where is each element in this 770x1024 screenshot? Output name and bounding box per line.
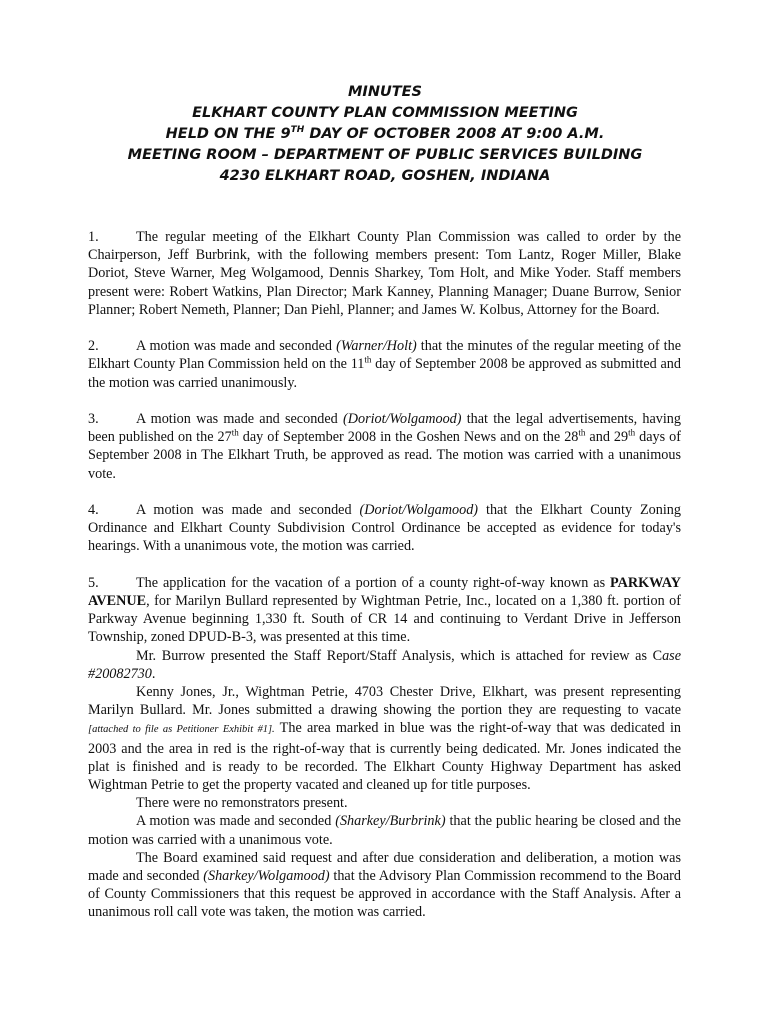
close-hearing-motion [88, 812, 681, 848]
item-4 [88, 501, 681, 556]
item-number: 1. [88, 229, 99, 245]
item-text: A motion was made and seconded [136, 813, 336, 830]
item-text: Mr. Burrow presented the Staff Report/Staff Analysis, which is attached for review as C [136, 647, 663, 664]
ordinal-sup: th [628, 427, 636, 438]
petitioner-statement [88, 683, 681, 794]
header-meeting-name: ELKHART COUNTY PLAN COMMISSION MEETING [192, 105, 578, 121]
header-address: 4230 ELKHART ROAD, GOSHEN, INDIANA [219, 168, 551, 184]
staff-report-sentence [88, 647, 681, 683]
exhibit-note: [attached to file as Petitioner Exhibit #1]. [88, 724, 275, 736]
item-5 [88, 574, 681, 922]
item-2 [88, 337, 681, 392]
item-3 [88, 410, 681, 483]
header-date-part: HELD ON THE 9 [165, 126, 291, 142]
item-text: A motion was made and seconded [136, 502, 360, 518]
item-text: The area marked in blue was the right-of-way that was dedicated in 2003 and the area in red is the right-of-way that is currently being dedicated. Mr. Jones indicated the plat is finished and is ready to be recorded. The Elkhart County Highway Department has asked Wightman Petrie to get the property vacated and cleaned up for title purposes. [88, 720, 681, 794]
board-decision [88, 849, 681, 922]
item-number: 4. [88, 502, 99, 518]
header-date-part: DAY OF OCTOBER 2008 AT 9:00 A.M. [304, 126, 605, 142]
item-text: The application for the vacation of a portion of a county right-of-way known as [136, 574, 611, 591]
item-5-intro [88, 575, 681, 646]
header-title: MINUTES [348, 84, 422, 100]
item-text: day of September 2008 in the Goshen News and on the 28 [238, 429, 579, 446]
minutes-body [88, 228, 681, 922]
item-number: 3. [88, 411, 99, 427]
item-text: A motion was made and seconded [136, 411, 343, 427]
item-text: that the Elkhart County Zoning Ordinance and Elkhart County Subdivision Control Ordinance be accepted as evidence for today's hearings. With a unanimous vote, the motion was carried. [88, 502, 681, 555]
remonstrators-note: There were no remonstrators present. [136, 795, 348, 812]
item-text: that the legal advertisements, having been published on the 27 [88, 411, 681, 446]
item-1 [88, 228, 681, 319]
item-text: The Board examined said request and after due consideration and deliberation, a motion was made and seconded [88, 849, 681, 885]
item-number: 2. [88, 338, 99, 355]
item-text: , for Marilyn Bullard represented by Wightman Petrie, Inc., located on a 1,380 ft. portion of Parkway Avenue beginning 1,330 ft. South of CR 14 and continuing to Verdant Drive in Jefferson Township, zoned DPUD-B-3, was presented at this time. [88, 593, 681, 646]
header-location: MEETING ROOM – DEPARTMENT OF PUBLIC SERVICES BUILDING [127, 147, 643, 163]
item-number: 5. [88, 574, 99, 591]
header-date-sup: TH [290, 125, 305, 136]
case-number: ase #20082730 [88, 647, 681, 682]
item-text: that the minutes of the regular meeting of the Elkhart County Plan Commission held on the 11 [88, 338, 681, 373]
minutes-header [0, 82, 770, 187]
motion-names: (Warner/Holt) [336, 338, 417, 355]
item-text: The regular meeting of the Elkhart County Plan Commission was called to order by the Chairperson, Jeff Burbrink, with the following members present: Tom Lantz, Roger Miller, Blake Doriot, Steve Warner, Meg Wolgamood, Dennis Sharkey, Tom Holt, and Mike Yoder. Staff members present were: Robert Watkins, Plan Director; Mark Kanney, Planning Manager; Duane Burrow, Senior Planner; Robert Nemeth, Planner; Dan Piehl, Planner; and James W. Kolbus, Attorney for the Board. [88, 229, 681, 318]
item-text: that the public hearing be closed and the motion was carried with a unanimous vote. [88, 813, 681, 848]
item-text: Kenny Jones, Jr., Wightman Petrie, 4703 Chester Drive, Elkhart, was present representing Marilyn Bullard. Mr. Jones submitted a drawing showing the portion they are requesting to vacate [88, 684, 681, 719]
motion-names: (Doriot/Wolgamood) [343, 411, 462, 427]
item-text: that the Advisory Plan Commission recommend to the Board of County Commissioners that this request be approved in accordance with the Staff Analysis. After a unanimous roll call vote was taken, the motion was carried. [88, 868, 682, 921]
motion-names: (Sharkey/Burbrink) [335, 813, 446, 830]
item-text: . [151, 665, 156, 682]
item-text: and 29 [585, 429, 629, 446]
item-text: A motion was made and seconded [136, 338, 337, 355]
street-name: PARKWAY AVENUE [88, 574, 681, 609]
ordinal-sup: th [364, 354, 372, 365]
item-text: days of September 2008 in The Elkhart Truth, be approved as read. The motion was carried with a unanimous vote. [88, 429, 681, 482]
ordinal-sup: th [231, 427, 239, 438]
header-date-line [0, 124, 770, 145]
motion-names: (Sharkey/Wolgamood) [203, 868, 330, 885]
item-text: day of September 2008 be approved as submitted and the motion was carried unanimously. [88, 356, 681, 391]
ordinal-sup: th [578, 427, 586, 438]
motion-names: (Doriot/Wolgamood) [359, 502, 479, 518]
